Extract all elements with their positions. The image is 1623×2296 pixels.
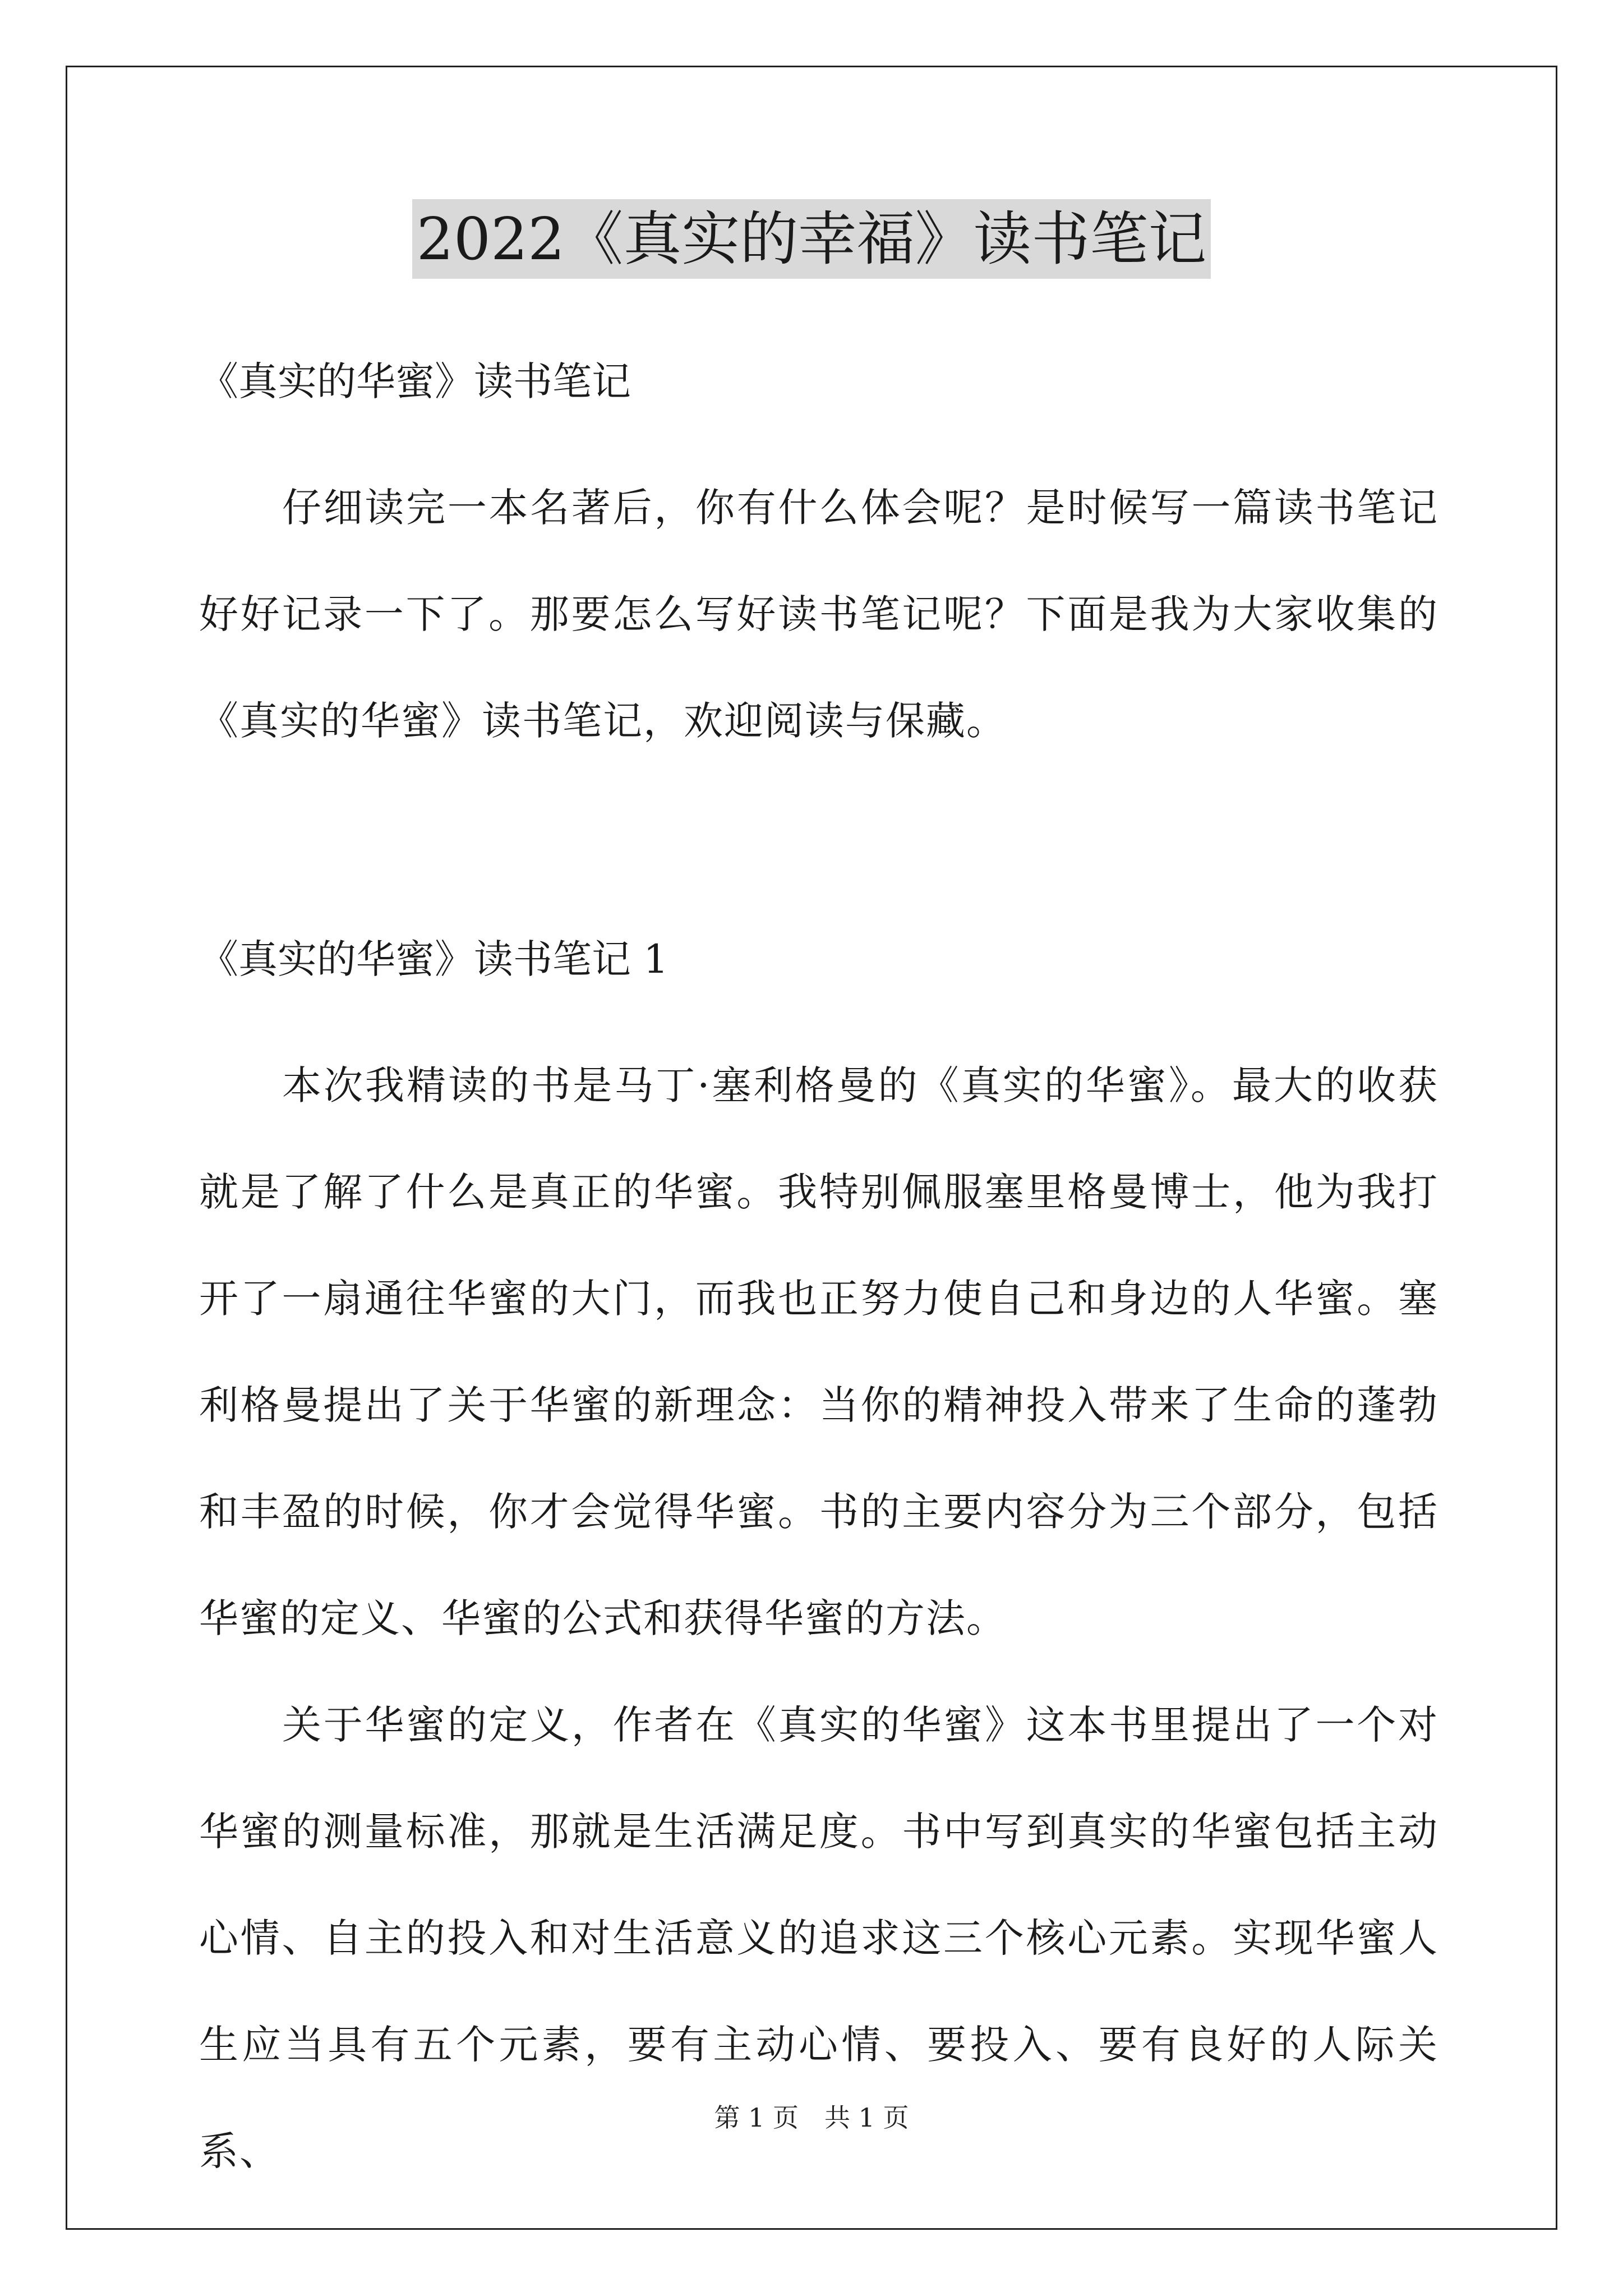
intro-paragraph: 仔细读完一本名著后，你有什么体会呢？是时候写一篇读书笔记好好记录一下了。那要怎么写好读书笔记呢？下面是我为大家收集的《真实的华蜜》读书笔记，欢迎阅读与保藏。	[199, 485, 1438, 744]
title-container	[0, 199, 1623, 279]
document-body	[199, 311, 1438, 2205]
subtitle-heading: 《真实的华蜜》读书笔记	[199, 358, 631, 404]
page-footer: 第 1 页 共 1 页	[714, 2102, 909, 2133]
section-paragraph: 关于华蜜的定义，作者在《真实的华蜜》这本书里提出了一个对华蜜的测量标准，那就是生活满足度。书中写到真实的华蜜包括主动心情、自主的投入和对生活意义的追求这三个核心元素。实现华蜜人生应当具有五个元素，要有主动心情、要投入、要有良好的人际关系、	[199, 1702, 1438, 2174]
document-title: 2022《真实的幸福》读书笔记	[412, 199, 1211, 279]
section-heading: 《真实的华蜜》读书笔记 1	[199, 936, 668, 982]
section-paragraph: 本次我精读的书是马丁·塞利格曼的《真实的华蜜》。最大的收获就是了解了什么是真正的华蜜。我特别佩服塞里格曼博士，他为我打开了一扇通往华蜜的大门，而我也正努力使自己和身边的人华蜜。塞利格曼提出了关于华蜜的新理念：当你的精神投入带来了生命的蓬勃和丰盈的时候，你才会觉得华蜜。书的主要内容分为三个部分，包括华蜜的定义、华蜜的公式和获得华蜜的方法。	[199, 1062, 1438, 1641]
